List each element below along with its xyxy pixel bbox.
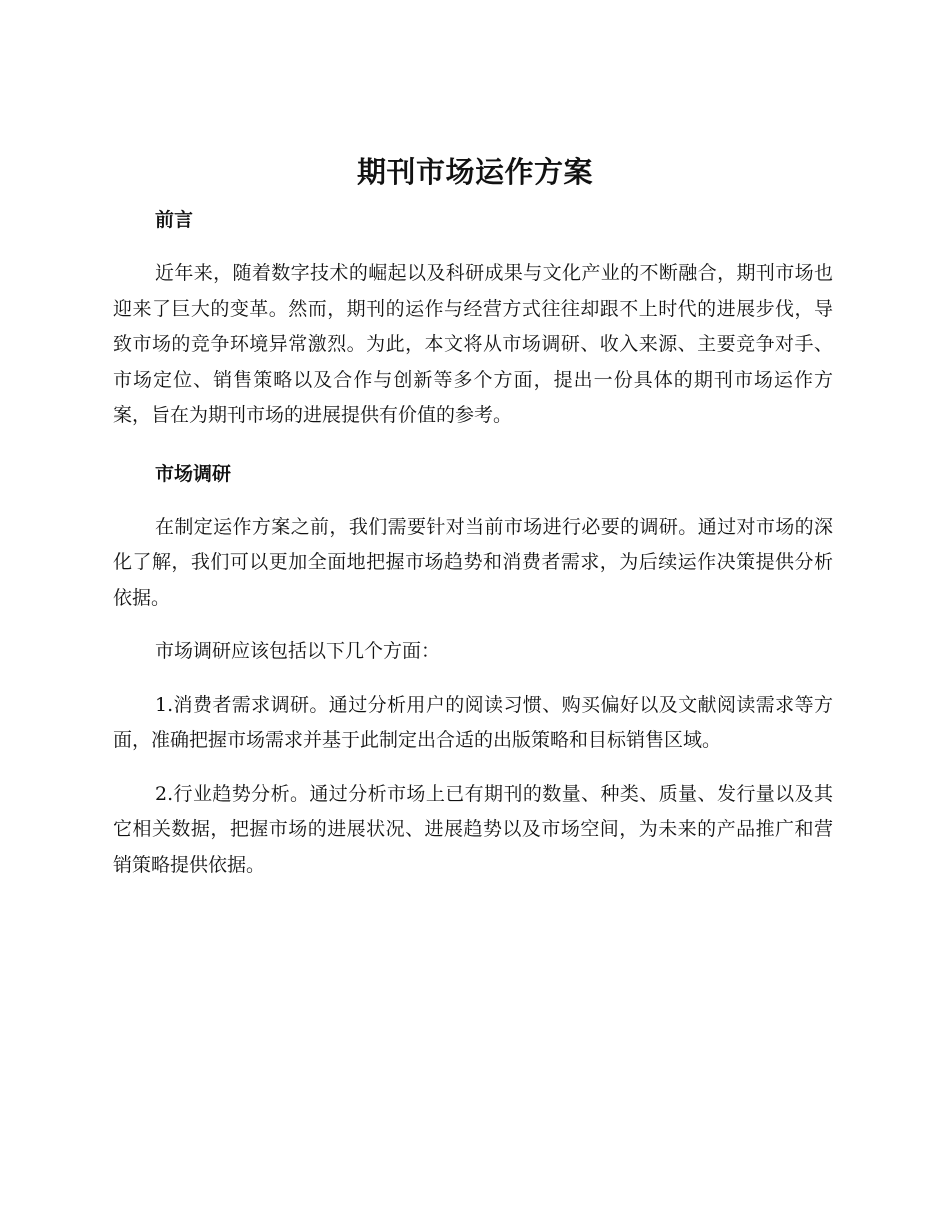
section-heading-market-research: 市场调研: [155, 462, 232, 485]
market-research-list-intro: 市场调研应该包括以下几个方面：: [155, 640, 441, 662]
document-body: [113, 200, 833, 883]
preface-paragraph: 近年来，随着数字技术的崛起以及科研成果与文化产业的不断融合，期刊市场也迎来了巨大的变革。然而，期刊的运作与经营方式往往却跟不上时代的进展步伐，导致市场的竞争环境异常激烈。为此，本文将从市场调研、收入来源、主要竞争对手、市场定位、销售策略以及合作与创新等多个方面，提出一份具体的期刊市场运作方案，旨在为期刊市场的进展提供有价值的参考。: [113, 262, 833, 426]
market-research-item-1: 1.消费者需求调研。通过分析用户的阅读习惯、购买偏好以及文献阅读需求等方面，准确把握市场需求并基于此制定出合适的出版策略和目标销售区域。: [113, 693, 833, 751]
document-title: 期刊市场运作方案: [356, 155, 593, 189]
market-research-item-2: 2.行业趋势分析。通过分析市场上已有期刊的数量、种类、质量、发行量以及其它相关数据，把握市场的进展状况、进展趋势以及市场空间，为未来的产品推广和营销策略提供依据。: [113, 782, 833, 876]
section-heading-preface: 前言: [155, 209, 194, 231]
market-research-intro-paragraph: 在制定运作方案之前，我们需要针对当前市场进行必要的调研。通过对市场的深化了解，我们可以更加全面地把握市场趋势和消费者需求，为后续运作决策提供分析依据。: [113, 515, 833, 609]
